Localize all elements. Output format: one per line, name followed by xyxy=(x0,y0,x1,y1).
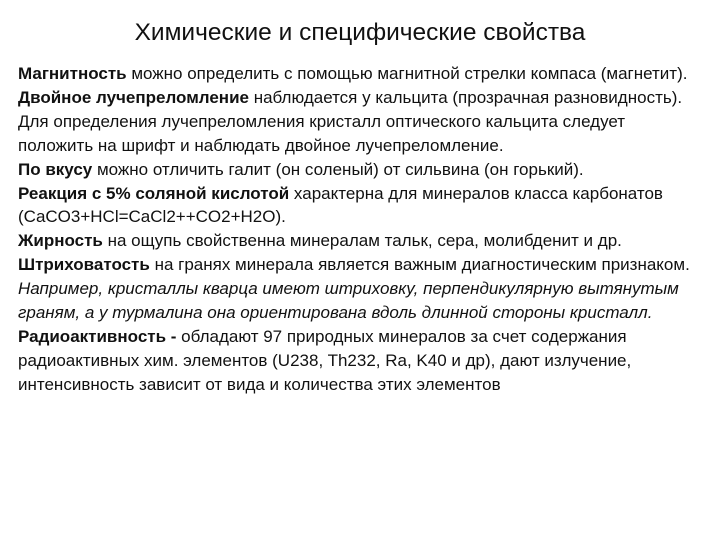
term-magnetism: Магнитность xyxy=(18,64,127,83)
text-taste: можно отличить галит (он соленый) от сильвина (он горький). xyxy=(92,159,584,179)
example-striation: Например, кристаллы кварца имеют штриховку, перпендикулярную вытянутым граням, а у турмалина она ориентирована вдоль длинной стороны кристалл. xyxy=(18,279,679,323)
text-birefringence: наблюдается у кальцита (прозрачная разновидность). Для определения лучепреломления кристалл оптического кальцита следует положить на шрифт и наблюдать двойное лучепреломление. xyxy=(18,87,683,155)
text-radioactivity: обладают 97 природных минералов за счет содержания радиоактивных хим. элементов (U238, Th232, Ra, K40 и др), дают излучение, интенсивность зависит от вида и количества этих элементов xyxy=(18,326,632,394)
paragraph-taste xyxy=(18,158,702,182)
paragraph-greasiness xyxy=(18,229,702,253)
term-greasiness: Жирность xyxy=(18,231,103,251)
paragraph-acid-reaction xyxy=(18,182,702,230)
paragraph-magnetism xyxy=(18,62,702,86)
slide-title: Химические и специфические свойства xyxy=(134,19,586,46)
text-acid-reaction: характерна для минералов класса карбонатов (CaCO3+HCl=CaCl2++CO2+H2O). xyxy=(18,183,663,227)
slide-body xyxy=(18,62,702,397)
term-radioactivity: Радиоактивность - xyxy=(18,326,177,346)
term-birefringence: Двойное лучепреломление xyxy=(18,87,249,107)
paragraph-birefringence xyxy=(18,86,702,158)
paragraph-striation xyxy=(18,253,702,325)
term-taste: По вкусу xyxy=(18,159,93,179)
term-striation: Штриховатость xyxy=(18,255,150,275)
text-striation: на гранях минерала является важным диагностическим признаком. xyxy=(149,255,690,275)
term-acid-reaction: Реакция с 5% соляной кислотой xyxy=(18,183,290,203)
text-greasiness: на ощупь свойственна минералам тальк, сера, молибденит и др. xyxy=(102,231,622,251)
paragraph-radioactivity xyxy=(18,325,702,397)
text-magnetism: можно определить с помощью магнитной стрелки компаса (магнетит). xyxy=(126,64,688,83)
